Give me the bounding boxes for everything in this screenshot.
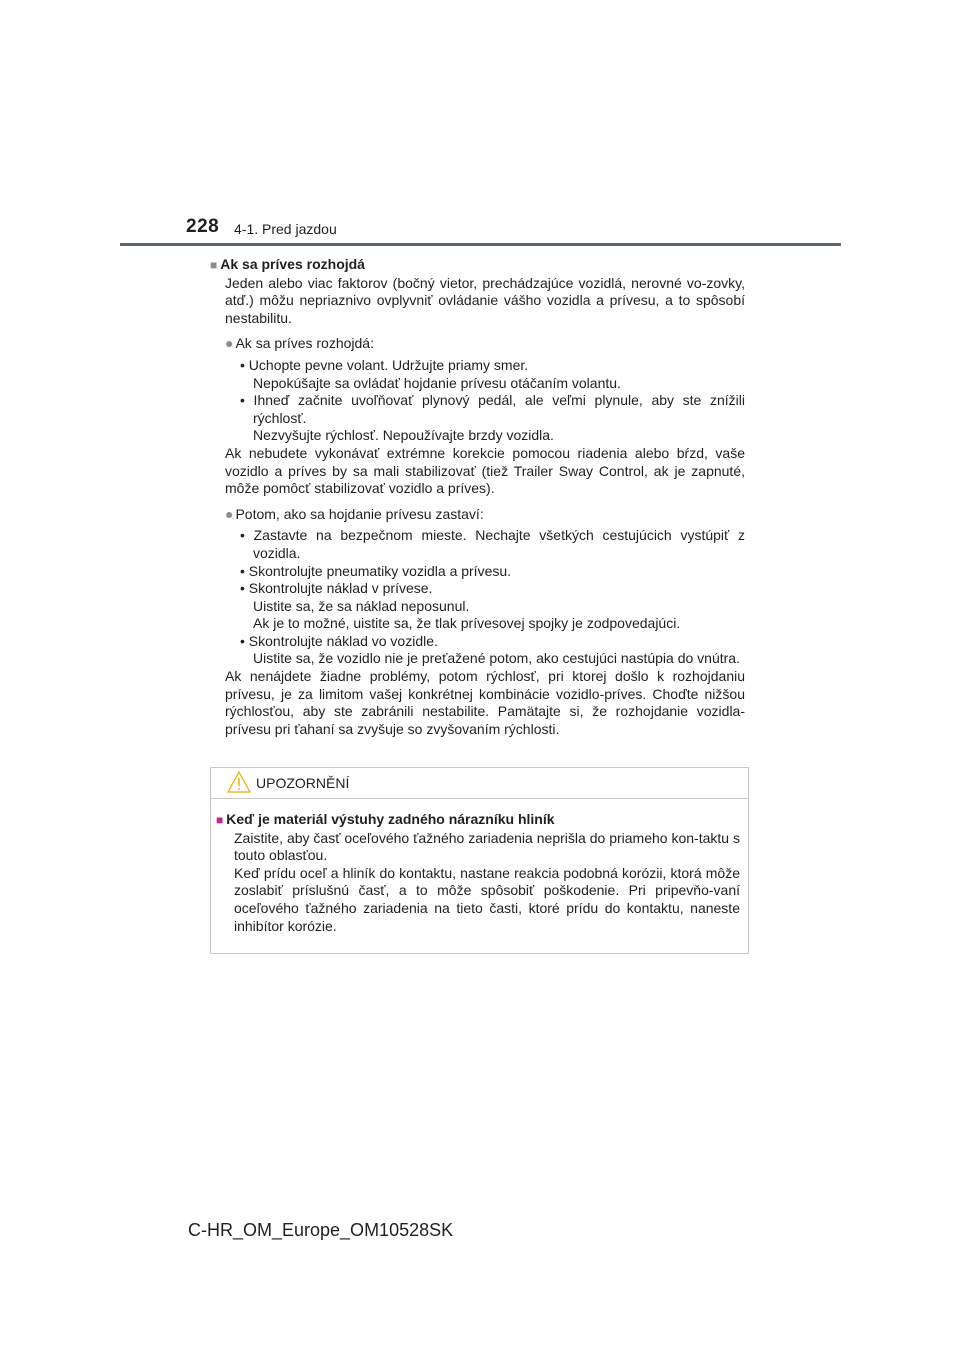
list-item: • Skontrolujte náklad v prívese. xyxy=(240,580,433,597)
list-item: • Ihneď začnite uvoľňovať plynový pedál, ale veľmi plynule, aby ste znížili rýchlosť. xyxy=(240,392,745,426)
section-intro: Jeden alebo viac faktorov (bočný vietor, prechádzajúce vozidlá, nerovné vo-zovky, atď.) môžu nepriaznivo ovplyvniť ovládanie vášho vozidla a prívesu, a to spôsobí nestabilitu. xyxy=(225,274,745,326)
header-rule xyxy=(120,243,841,246)
warning-paragraph: Zaistite, aby časť oceľového ťažného zariadenia neprišla do priameho kon-taktu s touto oblasťou. xyxy=(234,829,740,864)
list-item: • Skontrolujte náklad vo vozidle. xyxy=(240,632,438,649)
bullet-sway: ● Ak sa príves rozhojdá: xyxy=(225,335,374,352)
list-item-continuation: Uistite sa, že sa náklad neposunul. xyxy=(253,597,470,614)
circle-bullet-icon: ● xyxy=(225,505,234,522)
circle-bullet-icon: ● xyxy=(225,335,234,352)
list-item-continuation: Uistite sa, že vozidlo nie je preťažené potom, ako cestujúci nastúpia do vnútra. xyxy=(253,650,740,667)
list-item-continuation: Nezvyšujte rýchlosť. Nepoužívajte brzdy vozidla. xyxy=(253,427,554,444)
warning-body xyxy=(211,799,748,935)
paragraph: Ak nenájdete žiadne problémy, potom rýchlosť, pri ktorej došlo k rozhojdaniu prívesu, je za limitom vašej konkrétnej kombinácie vozidlo-príves. Choďte nižšou rýchlosťou, aby ste zabránili nestabilite. Pamätajte si, že rozhojdanie vozidla-prívesu pri ťahaní sa zvyšuje so zvyšovaním rýchlosti. xyxy=(225,668,745,737)
paragraph: Ak nebudete vykonávať extrémne korekcie pomocou riadenia alebo bŕzd, vaše vozidlo a príves by sa mali stabilizovať (tiež Trailer Sway Control, ak je zapnuté, môže pomôcť stabilizovať vozidlo a príves). xyxy=(225,444,745,497)
page-number: 228 xyxy=(186,216,220,237)
list-item-continuation: Nepokúšajte sa ovládať hojdanie prívesu otáčaním volantu. xyxy=(253,374,621,391)
warning-heading: ■ Keď je materiál výstuhy zadného nárazníku hliník xyxy=(216,811,555,827)
list-item-continuation: Ak je to možné, uistite sa, že tlak prívesovej spojky je zodpovedajúci. xyxy=(253,615,681,632)
list-item: • Skontrolujte pneumatiky vozidla a prívesu. xyxy=(240,562,512,579)
section-heading: ■ Ak sa príves rozhojdá xyxy=(210,256,365,272)
square-bullet-icon: ■ xyxy=(216,813,224,827)
warning-header xyxy=(211,768,748,799)
bullet-after-sway: ● Potom, ako sa hojdanie prívesu zastaví: xyxy=(225,505,484,522)
warning-triangle-icon xyxy=(227,770,251,799)
list-item: • Zastavte na bezpečnom mieste. Nechajte všetkých cestujúcich vystúpiť z vozidla. xyxy=(240,527,745,561)
main-content xyxy=(210,256,745,738)
warning-box xyxy=(210,767,749,954)
footer-document-code: C-HR_OM_Europe_OM10528SK xyxy=(188,1220,454,1240)
square-bullet-icon: ■ xyxy=(210,258,218,272)
section-label: 4-1. Pred jazdou xyxy=(234,221,337,237)
warning-title: UPOZORNĚNÍ xyxy=(256,775,350,791)
list-item: • Uchopte pevne volant. Udržujte priamy smer. xyxy=(240,356,529,373)
warning-paragraph: Keď prídu oceľ a hliník do kontaktu, nastane reakcia podobná korózii, ktorá môže zoslabiť príslušnú časť, a to môže spôsobiť poškodenie. Pri pripevňo-vaní oceľového ťažného zariadenia na tieto časti, ktoré prídu do kontaktu, naneste inhibítor korózie. xyxy=(234,864,740,934)
